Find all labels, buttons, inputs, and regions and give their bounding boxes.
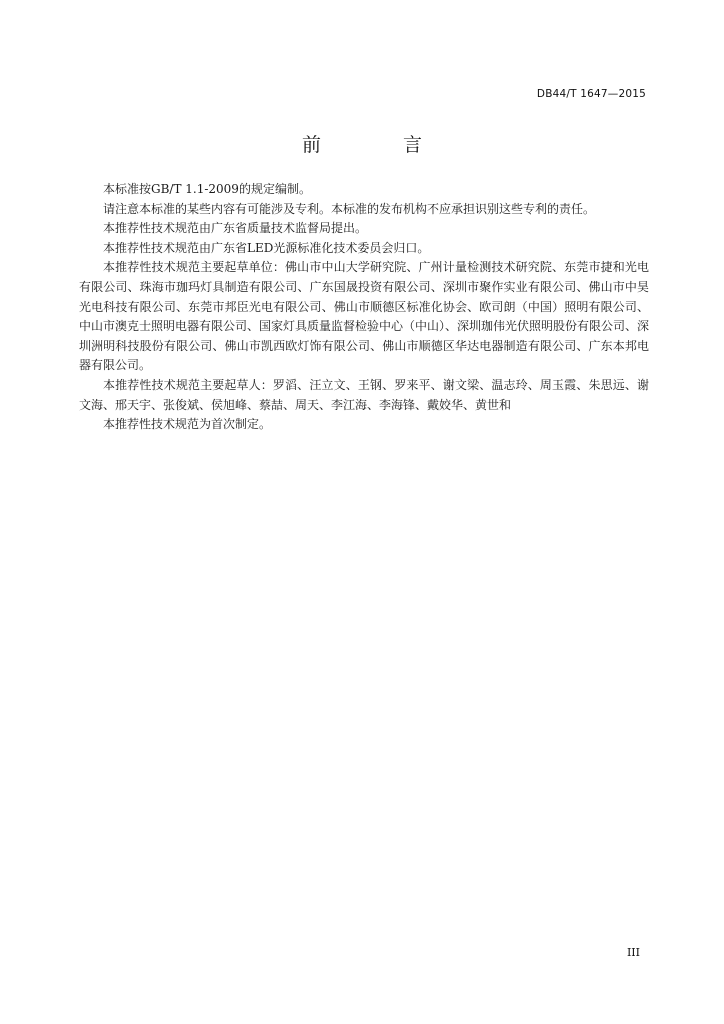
page-number: III <box>626 946 640 959</box>
paragraph-compilation-rule: 本标准按GB/T 1.1-2009的规定编制。 <box>103 182 311 196</box>
paragraph-drafting-units: 本推荐性技术规范主要起草单位：佛山市中山大学研究院、广州计量检测技术研究院、东莞市捷和光电有限公司、珠海市珈玛灯具制造有限公司、广东国晟投资有限公司、深圳市聚作实业有限公司、佛山市中昊光电科技有限公司、东莞市邦臣光电有限公司、佛山市顺德区标准化协会、欧司朗（中国）照明有限公司、中山市澳克士照明电器有限公司、国家灯具质量监督检验中心（中山）、深圳珈伟光伏照明股份有限公司、深圳洲明科技股份有限公司、佛山市凯西欧灯饰有限公司、佛山市顺德区华达电器制造有限公司、广东本邦电器有限公司。 <box>79 260 650 373</box>
paragraph-administrator: 本推荐性技术规范由广东省LED光源标准化技术委员会归口。 <box>103 240 430 255</box>
paragraph-patent-notice: 请注意本标准的某些内容有可能涉及专利。本标准的发布机构不应承担识别这些专利的责任。 <box>103 201 596 216</box>
paragraph-proposer: 本推荐性技术规范由广东省质量技术监督局提出。 <box>103 221 368 236</box>
paragraph-drafters: 本推荐性技术规范主要起草人：罗滔、汪立文、王钢、罗来平、谢文梁、温志玲、周玉霞、朱思远、谢文海、邢天宇、张俊斌、侯旭峰、蔡喆、周天、李江海、李海锋、戴姣华、黄世和 <box>79 377 649 412</box>
standard-code: DB44/T 1647—2015 <box>536 88 646 100</box>
page-title: 前 言 <box>301 134 461 156</box>
paragraph-first-edition: 本推荐性技术规范为首次制定。 <box>103 417 272 432</box>
preface-body <box>79 180 649 435</box>
